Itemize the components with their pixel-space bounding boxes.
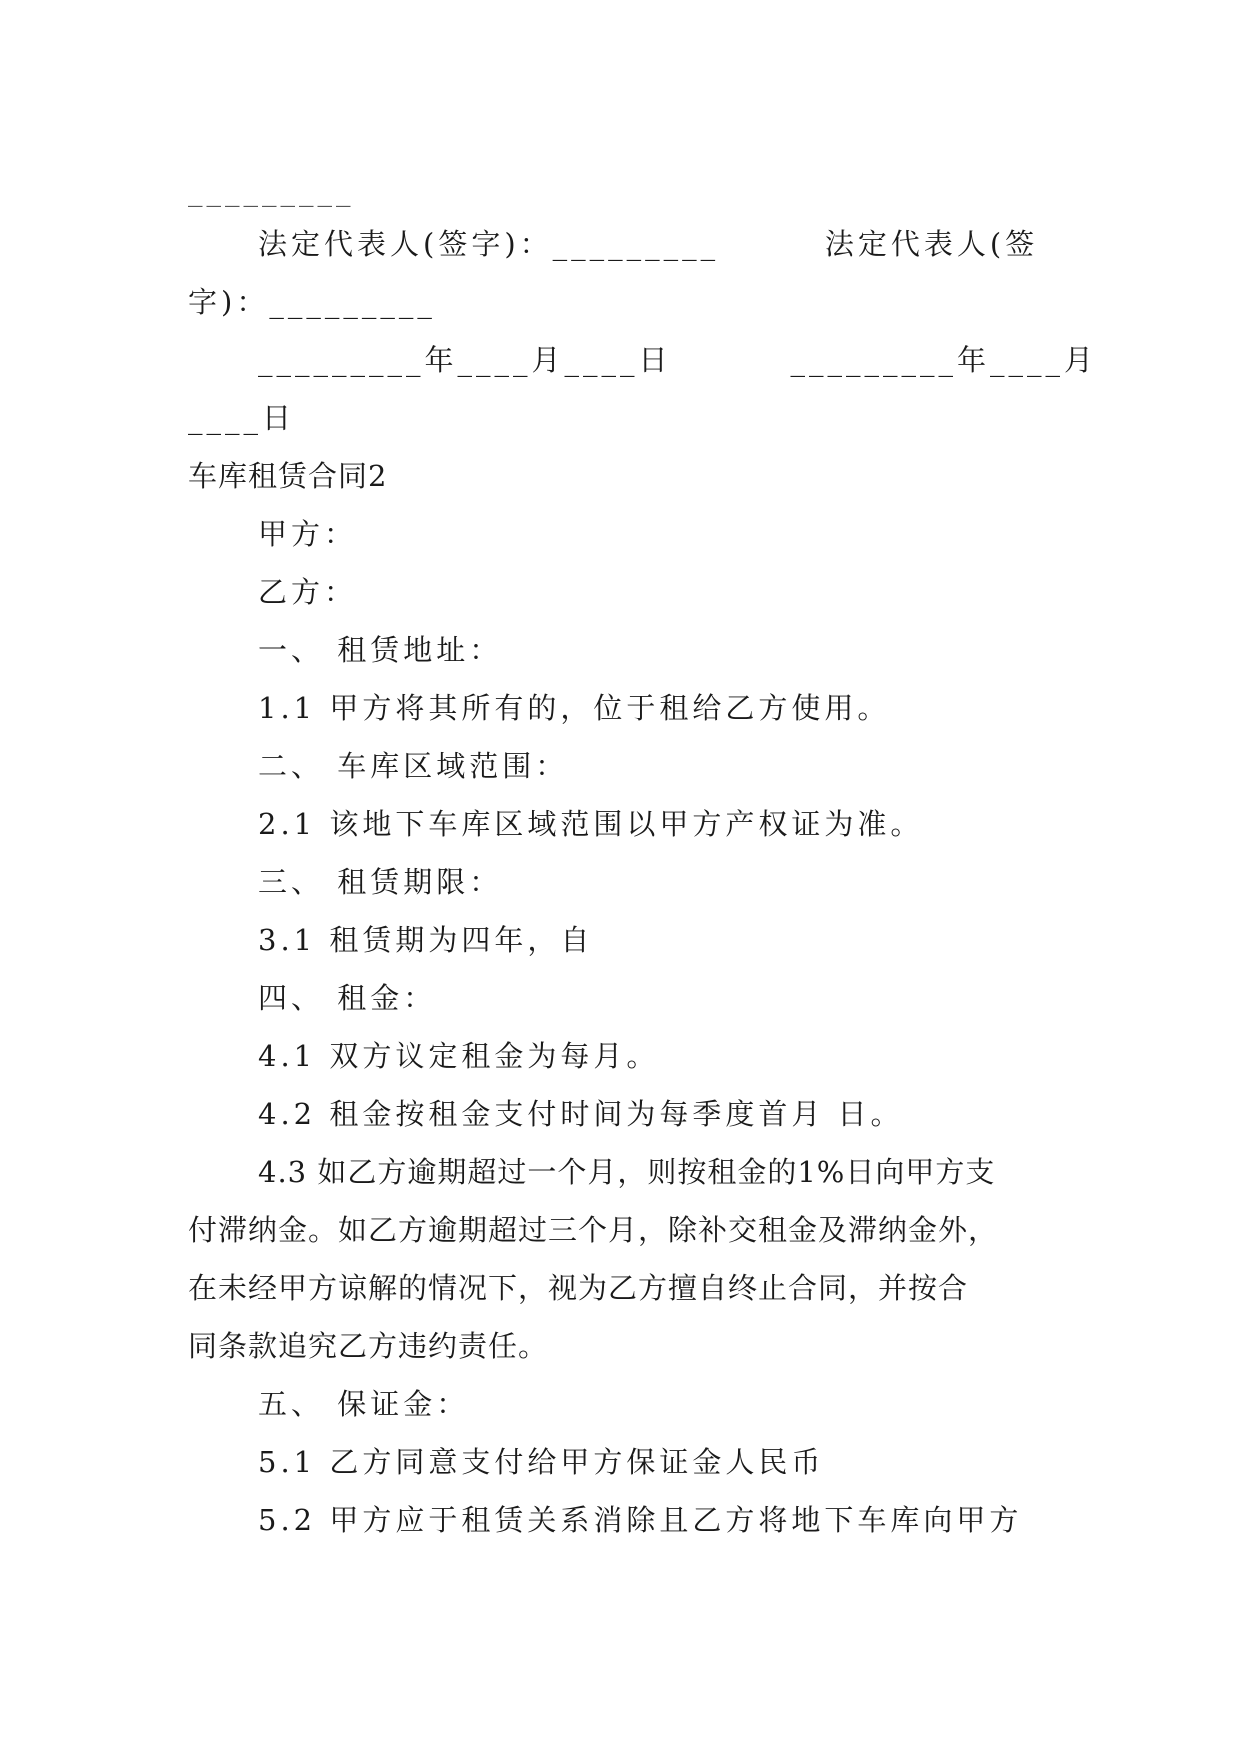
date-line: _________年____月____日 _________年____月 bbox=[258, 343, 1097, 377]
clause-4-3-cont-1: 付滞纳金。如乙方逾期超过三个月，除补交租金及滞纳金外， bbox=[188, 1213, 999, 1247]
clause-4-3: 4.3 如乙方逾期超过一个月，则按租金的1%日向甲方支 bbox=[258, 1155, 996, 1189]
clause-5-2: 5.2 甲方应于租赁关系消除且乙方将地下车库向甲方 bbox=[258, 1503, 1023, 1537]
section-heading-2: 二、 车库区域范围： bbox=[258, 749, 569, 783]
signature-blank-line: _________ bbox=[188, 173, 355, 207]
party-a: 甲方： bbox=[258, 517, 358, 551]
clause-4-3-cont-3: 同条款追究乙方违约责任。 bbox=[188, 1329, 549, 1363]
clause-1-1: 1.1 甲方将其所有的，位于租给乙方使用。 bbox=[258, 691, 891, 725]
section-heading-3: 三、 租赁期限： bbox=[258, 865, 503, 899]
signature-line-legal-rep: 法定代表人(签字)：_________ 法定代表人(签 bbox=[258, 227, 1039, 261]
section-heading-4: 四、 租金： bbox=[258, 981, 437, 1015]
section-heading-1: 一、 租赁地址： bbox=[258, 633, 503, 667]
signature-line-legal-rep-cont: 字)：_________ bbox=[188, 285, 436, 319]
clause-4-3-cont-2: 在未经甲方谅解的情况下，视为乙方擅自终止合同，并按合 bbox=[188, 1271, 969, 1305]
date-line-cont: ____日 bbox=[188, 401, 296, 435]
contract-title: 车库租赁合同2 bbox=[188, 459, 388, 493]
clause-4-1: 4.1 双方议定租金为每月。 bbox=[258, 1039, 660, 1073]
clause-5-1: 5.1 乙方同意支付给甲方保证金人民币 bbox=[258, 1445, 825, 1479]
clause-2-1: 2.1 该地下车库区域范围以甲方产权证为准。 bbox=[258, 807, 924, 841]
party-b: 乙方： bbox=[258, 575, 358, 609]
clause-4-2: 4.2 租金按租金支付时间为每季度首月 日。 bbox=[258, 1097, 904, 1131]
clause-3-1: 3.1 租赁期为四年，自 bbox=[258, 923, 594, 957]
section-heading-5: 五、 保证金： bbox=[258, 1387, 470, 1421]
